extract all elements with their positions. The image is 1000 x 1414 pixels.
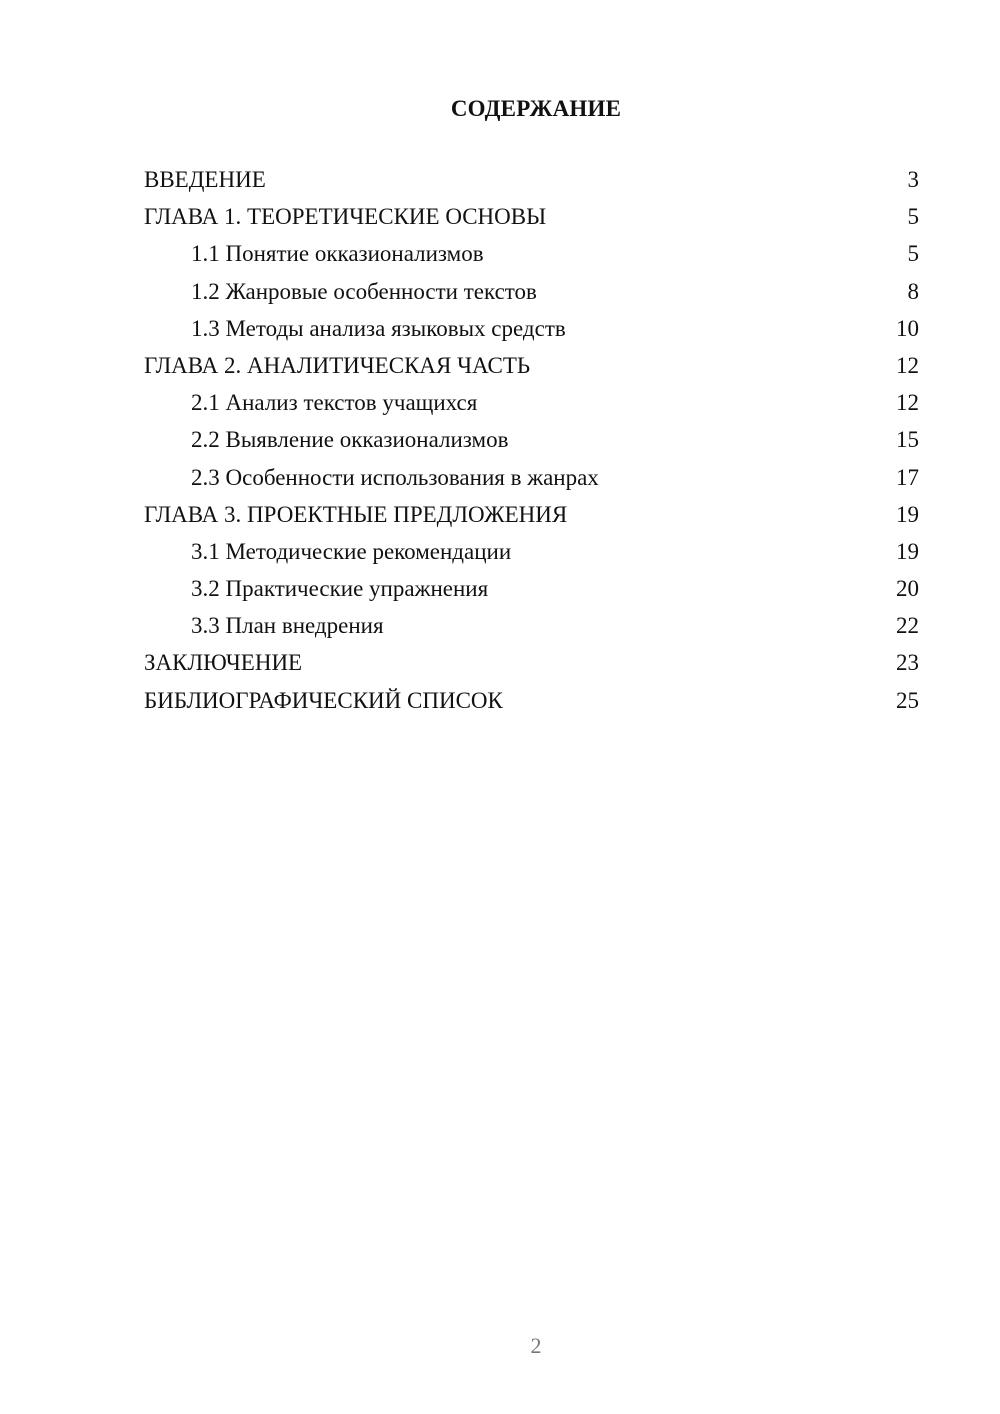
toc-entry-section-3-3[interactable] <box>144 613 919 650</box>
toc-entry-introduction[interactable] <box>144 167 919 204</box>
toc-entry-page: 25 <box>896 687 919 713</box>
page-number: 2 <box>530 1333 542 1358</box>
toc-entry-page: 8 <box>907 278 919 304</box>
toc-entry-page: 17 <box>896 464 919 490</box>
toc-entry-chapter-3[interactable] <box>144 502 919 539</box>
table-of-contents <box>144 167 919 725</box>
toc-entry-page: 19 <box>896 538 919 564</box>
toc-entry-section-3-1[interactable] <box>144 539 919 576</box>
toc-entry-section-2-1[interactable] <box>144 390 919 427</box>
toc-entry-page: 22 <box>896 613 919 639</box>
toc-entry-section-1-1[interactable] <box>144 241 919 278</box>
toc-entry-label: БИБЛИОГРАФИЧЕСКИЙ СПИСОК <box>144 687 503 713</box>
toc-entry-label: 1.2 Жанровые особенности текстов <box>191 278 537 304</box>
toc-entry-bibliography[interactable] <box>144 688 919 725</box>
toc-entry-section-3-2[interactable] <box>144 576 919 613</box>
toc-entry-page: 12 <box>896 352 919 378</box>
toc-entry-section-2-3[interactable] <box>144 465 919 502</box>
toc-entry-page: 15 <box>896 427 919 453</box>
toc-entry-label: 1.1 Понятие окказионализмов <box>191 241 484 267</box>
toc-entry-conclusion[interactable] <box>144 650 919 687</box>
toc-entry-label: ГЛАВА 3. ПРОЕКТНЫЕ ПРЕДЛОЖЕНИЯ <box>144 501 568 527</box>
toc-entry-label: 3.2 Практические упражнения <box>191 576 489 602</box>
toc-title: СОДЕРЖАНИЕ <box>450 96 622 121</box>
toc-entry-label: 2.3 Особенности использования в жанрах <box>191 464 599 490</box>
toc-entry-label: 1.3 Методы анализа языковых средств <box>191 315 566 341</box>
toc-entry-label: ГЛАВА 2. АНАЛИТИЧЕСКАЯ ЧАСТЬ <box>144 352 531 378</box>
toc-entry-page: 5 <box>907 204 919 230</box>
toc-entry-page: 5 <box>907 241 919 267</box>
toc-entry-page: 3 <box>907 167 919 192</box>
toc-entry-chapter-1[interactable] <box>144 204 919 241</box>
toc-entry-label: ВВЕДЕНИЕ <box>144 167 266 192</box>
toc-entry-page: 19 <box>896 501 919 527</box>
toc-entry-page: 10 <box>896 315 919 341</box>
toc-entry-section-1-2[interactable] <box>144 279 919 316</box>
toc-entry-chapter-2[interactable] <box>144 353 919 390</box>
toc-entry-page: 23 <box>896 650 919 676</box>
toc-entry-label: ГЛАВА 1. ТЕОРЕТИЧЕСКИЕ ОСНОВЫ <box>144 204 547 230</box>
toc-entry-label: 2.2 Выявление окказионализмов <box>191 427 509 453</box>
toc-entry-label: 3.1 Методические рекомендации <box>191 538 512 564</box>
toc-entry-label: ЗАКЛЮЧЕНИЕ <box>144 650 303 676</box>
toc-entry-page: 12 <box>896 390 919 416</box>
toc-entry-section-2-2[interactable] <box>144 427 919 464</box>
toc-entry-section-1-3[interactable] <box>144 316 919 353</box>
toc-entry-label: 3.3 План внедрения <box>191 613 384 639</box>
toc-entry-page: 20 <box>896 576 919 602</box>
toc-entry-label: 2.1 Анализ текстов учащихся <box>191 390 478 416</box>
